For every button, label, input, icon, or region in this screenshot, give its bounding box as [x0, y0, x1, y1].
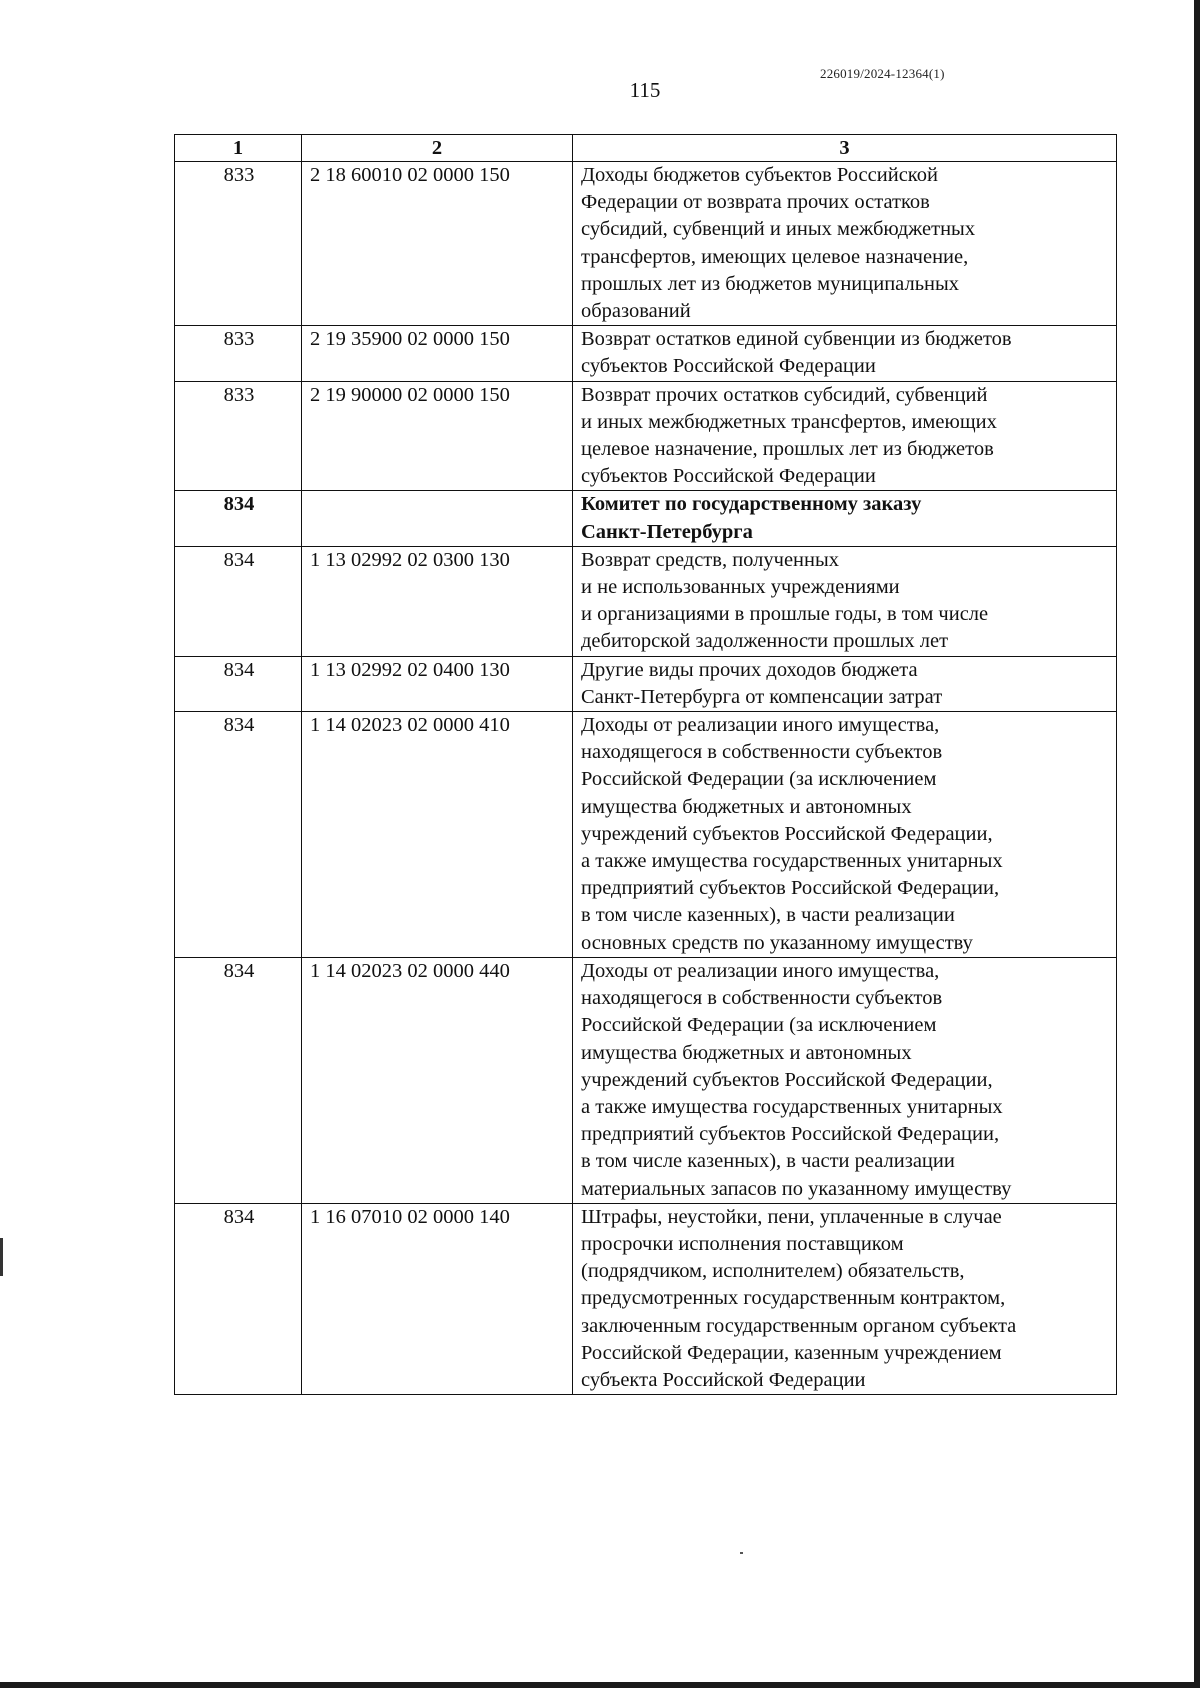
admin-code-cell: 834 — [175, 491, 302, 546]
description-line: дебиторской задолженности прошлых лет — [581, 630, 949, 653]
description-line: Штрафы, неустойки, пени, уплаченные в случае — [581, 1205, 1002, 1228]
column-header: 1 — [175, 135, 302, 162]
description-line: Российской Федерации (за исключением — [581, 1014, 937, 1037]
description-line: Возврат средств, полученных — [581, 548, 840, 571]
scan-margin-mark — [0, 1238, 3, 1276]
budget-classification-code-cell: 1 13 02992 02 0300 130 — [302, 546, 573, 656]
description-line: основных средств по указанному имуществу — [581, 931, 973, 954]
description-line: заключенным государственным органом субъекта — [581, 1314, 1017, 1337]
budget-classification-code-cell: 2 19 35900 02 0000 150 — [302, 326, 573, 381]
description-line: и не использованных учреждениями — [581, 576, 900, 599]
description-line: Другие виды прочих доходов бюджета — [581, 658, 918, 681]
description-cell — [573, 326, 1117, 381]
description-cell — [573, 712, 1117, 958]
table-row — [175, 162, 1117, 326]
description-cell — [573, 546, 1117, 656]
table-row — [175, 712, 1117, 958]
table-row — [175, 381, 1117, 491]
description-line: и иных межбюджетных трансфертов, имеющих — [581, 410, 997, 433]
document-id: 226019/2024-12364(1) — [820, 66, 945, 81]
admin-code-cell: 834 — [175, 712, 302, 958]
budget-classification-code-cell: 1 14 02023 02 0000 440 — [302, 957, 573, 1203]
description-line: имущества бюджетных и автономных — [581, 795, 912, 818]
budget-classification-code-cell: 1 14 02023 02 0000 410 — [302, 712, 573, 958]
table-body — [175, 162, 1117, 1395]
description-line: целевое назначение, прошлых лет из бюджетов — [581, 438, 994, 461]
budget-classification-code-cell: 2 19 90000 02 0000 150 — [302, 381, 573, 491]
budget-codes-table — [174, 134, 1117, 1395]
admin-code-cell: 833 — [175, 162, 302, 326]
description-line: находящегося в собственности субъектов — [581, 741, 943, 764]
description-line: в том числе казенных), в части реализации — [581, 904, 955, 927]
admin-code-cell: 834 — [175, 957, 302, 1203]
description-line: субъектов Российской Федерации — [581, 355, 876, 378]
description-line: субъекта Российской Федерации — [581, 1368, 866, 1391]
scan-edge-bottom — [0, 1682, 1200, 1688]
description-line: в том числе казенных), в части реализации — [581, 1150, 955, 1173]
description-line: предусмотренных государственным контрактом, — [581, 1287, 1006, 1310]
column-header: 2 — [302, 135, 573, 162]
table-row — [175, 656, 1117, 711]
description-line: Возврат прочих остатков субсидий, субвенций — [581, 383, 988, 406]
description-line: а также имущества государственных унитарных — [581, 850, 1003, 873]
table-row — [175, 491, 1117, 546]
description-line: Доходы от реализации иного имущества, — [581, 959, 940, 982]
description-line: образований — [581, 300, 691, 323]
description-cell — [573, 957, 1117, 1203]
description-line: находящегося в собственности субъектов — [581, 987, 943, 1010]
admin-code-cell: 833 — [175, 381, 302, 491]
table-header-row — [175, 135, 1117, 162]
description-line: учреждений субъектов Российской Федерации, — [581, 822, 993, 845]
description-line: (подрядчиком, исполнителем) обязательств, — [581, 1260, 965, 1283]
description-line: предприятий субъектов Российской Федерации, — [581, 1123, 1000, 1146]
description-line: Возврат остатков единой субвенции из бюджетов — [581, 328, 1012, 351]
admin-code-cell: 834 — [175, 656, 302, 711]
description-line: Российской Федерации, казенным учреждением — [581, 1341, 1002, 1364]
description-line: Российской Федерации (за исключением — [581, 768, 937, 791]
admin-code-cell: 834 — [175, 1203, 302, 1394]
description-line: материальных запасов по указанному имуществу — [581, 1177, 1012, 1200]
description-line: Санкт-Петербурга — [581, 520, 753, 543]
admin-code-cell: 834 — [175, 546, 302, 656]
description-line: просрочки исполнения поставщиком — [581, 1232, 904, 1255]
column-header: 3 — [573, 135, 1117, 162]
table-row — [175, 326, 1117, 381]
description-line: предприятий субъектов Российской Федерации, — [581, 877, 1000, 900]
budget-classification-code-cell: 1 16 07010 02 0000 140 — [302, 1203, 573, 1394]
description-cell — [573, 162, 1117, 326]
table-row — [175, 546, 1117, 656]
description-line: трансфертов, имеющих целевое назначение, — [581, 245, 969, 268]
description-line: Доходы от реализации иного имущества, — [581, 714, 940, 737]
description-line: Комитет по государственному заказу — [581, 493, 922, 516]
description-line: а также имущества государственных унитарных — [581, 1095, 1003, 1118]
description-cell — [573, 491, 1117, 546]
description-line: Санкт-Петербурга от компенсации затрат — [581, 685, 943, 708]
description-line: Доходы бюджетов субъектов Российской — [581, 164, 938, 186]
scan-edge-right — [1194, 0, 1200, 1688]
table-row — [175, 1203, 1117, 1394]
scan-speck — [740, 1552, 743, 1554]
admin-code-cell: 833 — [175, 326, 302, 381]
description-cell — [573, 381, 1117, 491]
description-line: учреждений субъектов Российской Федерации, — [581, 1068, 993, 1091]
description-cell — [573, 1203, 1117, 1394]
budget-classification-code-cell: 1 13 02992 02 0400 130 — [302, 656, 573, 711]
description-cell — [573, 656, 1117, 711]
description-line: субсидий, субвенций и иных межбюджетных — [581, 218, 976, 241]
budget-classification-code-cell — [302, 491, 573, 546]
description-line: имущества бюджетных и автономных — [581, 1041, 912, 1064]
page-number: 115 — [629, 78, 661, 102]
description-line: субъектов Российской Федерации — [581, 465, 876, 488]
table-row — [175, 957, 1117, 1203]
description-line: и организациями в прошлые годы, в том числе — [581, 603, 989, 626]
budget-classification-code-cell: 2 18 60010 02 0000 150 — [302, 162, 573, 326]
description-line: прошлых лет из бюджетов муниципальных — [581, 272, 960, 295]
description-line: Федерации от возврата прочих остатков — [581, 191, 930, 214]
